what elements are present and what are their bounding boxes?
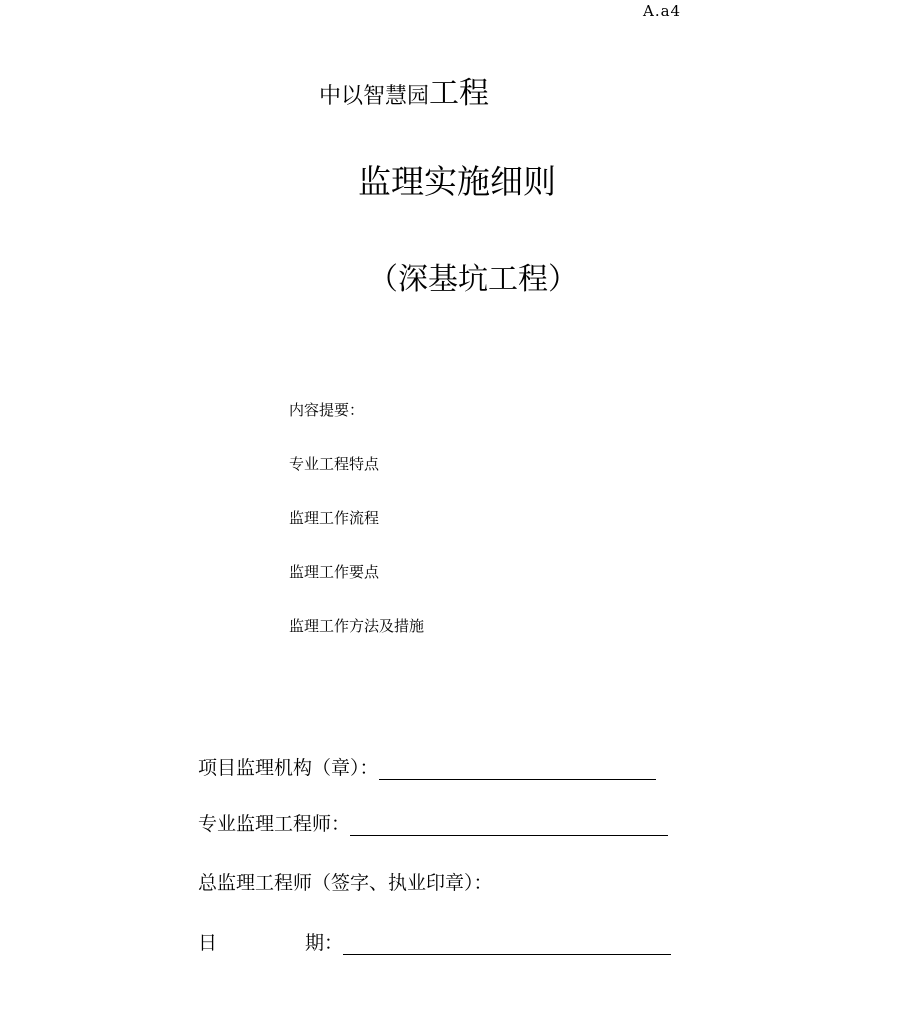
- project-name: [319, 76, 489, 116]
- date-row: [198, 929, 671, 957]
- date-label-first: 日: [198, 932, 218, 954]
- document-title: 监理实施细则: [358, 162, 556, 201]
- project-name-suffix: 工程: [429, 76, 490, 111]
- document-subtitle: （深基坑工程）: [368, 262, 578, 297]
- summary-item: 专业工程特点: [289, 455, 380, 473]
- chief-engineer-row: [198, 869, 493, 897]
- chief-engineer-label: 总监理工程师（签字、执业印章）：: [198, 872, 493, 894]
- summary-item: 监理工作流程: [289, 509, 380, 527]
- specialty-engineer-signature-line: [350, 813, 668, 836]
- page-code: A.a4: [643, 2, 682, 20]
- supervision-org-label: 项目监理机构（章）：: [198, 757, 379, 779]
- project-name-prefix: 中以智慧园: [319, 84, 430, 109]
- date-signature-line: [343, 932, 671, 955]
- summary-item: 监理工作要点: [289, 563, 380, 581]
- date-label-second: 期：: [305, 932, 344, 954]
- summary-heading: 内容提要：: [289, 401, 365, 419]
- supervision-org-row: [198, 754, 656, 782]
- supervision-org-signature-line: [379, 757, 656, 780]
- specialty-engineer-row: [198, 810, 668, 838]
- specialty-engineer-label: 专业监理工程师：: [198, 813, 351, 835]
- summary-item: 监理工作方法及措施: [289, 617, 425, 635]
